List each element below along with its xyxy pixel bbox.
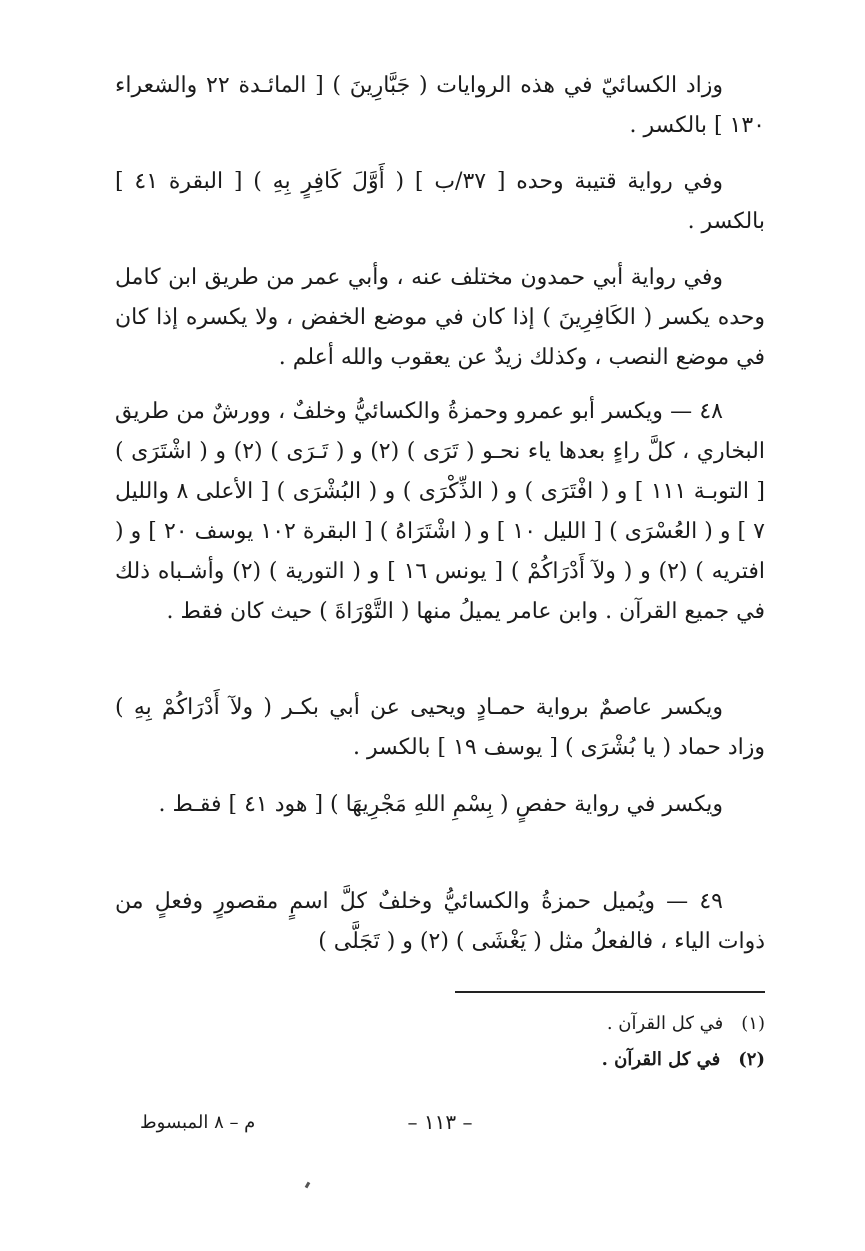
paragraph: وفي رواية قتيبة وحده [ ٣٧/ب ] ( أَوَّلَ كَافِرٍ بِهِ ) [ البقرة ٤١ ] بالكسر . <box>115 169 765 234</box>
paragraph: ويكسر عاصمٌ برواية حمـادٍ ويحيى عن أبي بكـر ( ولآ أَدْرَاكُمْ بِهِ ) وزاد حماد ( يا بُشْرَى ) [ يوسف ١٩ ] بالكسر . <box>115 695 765 760</box>
text-block-7 <box>115 882 765 962</box>
printer-signature: م – ٨ المبسوط <box>140 1112 256 1133</box>
footnote-2 <box>455 1042 765 1078</box>
scan-speck <box>305 1182 311 1189</box>
paragraph: ويكسر في رواية حفصٍ ( بِسْمِ اللهِ مَجْرِيهَا ) [ هود ٤١ ] فقـط . <box>158 792 723 817</box>
paragraph: وزاد الكسائيّ في هذه الروايات ( جَبَّارِينَ ) [ المائـدة ٢٢ والشعراء ١٣٠ ] بالكسر . <box>115 73 765 138</box>
footnote-number: (٢) <box>738 1049 765 1070</box>
text-block-2 <box>115 162 765 242</box>
text-block-4 <box>115 392 765 632</box>
footnote-text: في كل القرآن . <box>606 1013 724 1034</box>
page-number: – ١١٣ – <box>407 1110 473 1134</box>
footnotes <box>455 1006 765 1078</box>
footnote-number: (١) <box>741 1013 765 1034</box>
paragraph: وفي رواية أبي حمدون مختلف عنه ، وأبي عمر من طريق ابن كامل وحده يكسر ( الكَافِرِينَ ) إذا كان في موضع الخفض ، ولا يكسره إذا كان في موضع النصب ، وكذلك زيدٌ عن يعقوب والله أعلم . <box>115 265 765 370</box>
footnote-text: في كل القرآن . <box>601 1049 721 1070</box>
text-block-3 <box>115 258 765 378</box>
section-48-paragraph: ٤٨ — ويكسر أبو عمرو وحمزةُ والكسائيُّ وخلفٌ ، وورشٌ من طريق البخاري ، كلَّ راءٍ بعدها ياء نحـو ( تَرَى ) (٢) و ( تَـرَى ) (٢) و ( اشْتَرَى ) [ التوبـة ١١١ ] و ( افْتَرَى ) و ( الذِّكْرَى ) و ( البُشْرَى ) [ الأعلى ٨ والليل ٧ ] و ( العُسْرَى ) [ الليل ١٠ ] و ( اشْتَرَاهُ ) [ البقرة ١٠٢ يوسف ٢٠ ] و ( افتريه ) (٢) و ( ولآ أَدْرَاكُمْ ) [ يونس ١٦ ] و ( التورية ) (٢) وأشـباه ذلك في جميع القرآن . وابن عامر يميلُ منها ( التَّوْرَاةَ ) حيث كان فقط . <box>115 399 765 624</box>
text-block-5 <box>115 688 765 768</box>
text-block-6 <box>115 785 765 825</box>
footnote-1 <box>455 1006 765 1042</box>
text-block-1 <box>115 66 765 146</box>
footnote-divider <box>455 991 765 993</box>
section-49-paragraph: ٤٩ — ويُميل حمزةُ والكسائيُّ وخلفٌ كلَّ اسمٍ مقصورٍ وفعلٍ من ذوات الياء ، فالفعلُ مثل ( يَغْشَى ) (٢) و ( تَجَلَّى ) <box>115 889 765 954</box>
